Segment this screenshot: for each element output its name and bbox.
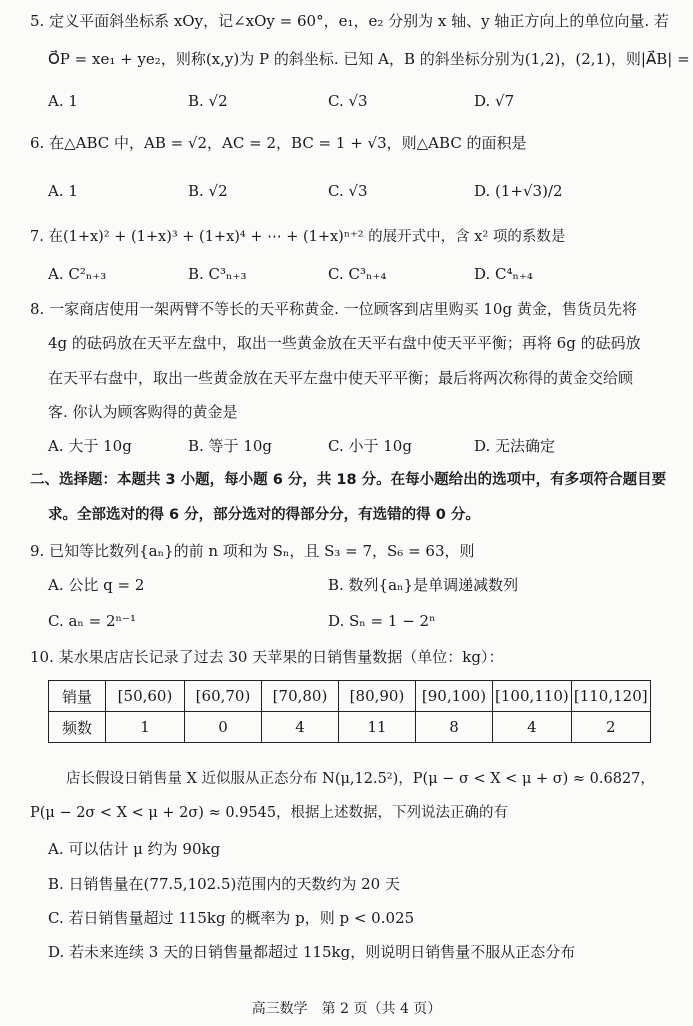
table-cell: [50,60) [106, 681, 185, 712]
q8-option-a: A. 大于 10g [48, 437, 132, 455]
q8-option-c: C. 小于 10g [328, 437, 412, 455]
table-header-cell: 销量 [49, 681, 106, 712]
q9-option-c: C. aₙ = 2ⁿ⁻¹ [48, 612, 136, 630]
q8-option-d: D. 无法确定 [474, 437, 556, 455]
q9-stem: 9. 已知等比数列{aₙ}的前 n 项和为 Sₙ，且 S₃ = 7，S₆ = 63，则 [30, 542, 475, 560]
q5-option-b: B. √2 [188, 92, 228, 110]
q5-stem-line2: O⃗P = xe₁ + ye₂，则称(x,y)为 P 的斜坐标. 已知 A，B 的斜坐标分别为(1,2)，(2,1)，则|A⃗B| = [48, 50, 690, 68]
q7-option-b: B. C³ₙ₊₃ [188, 265, 247, 283]
q10-option-c: C. 若日销售量超过 115kg 的概率为 p，则 p < 0.025 [48, 909, 415, 927]
q10-option-a: A. 可以估计 μ 约为 90kg [48, 840, 221, 858]
q8-option-b: B. 等于 10g [188, 437, 273, 455]
table-cell: [60,70) [185, 681, 262, 712]
table-cell: [110,120] [571, 681, 650, 712]
q5-option-c: C. √3 [328, 92, 368, 110]
table-cell: 2 [571, 712, 650, 743]
section2-heading-line2: 求。全部选对的得 6 分，部分选对的得部分分，有选错的得 0 分。 [48, 507, 480, 523]
q6-stem: 6. 在△ABC 中，AB = √2，AC = 2，BC = 1 + √3，则△ABC 的面积是 [30, 134, 527, 152]
table-cell: [70,80) [262, 681, 339, 712]
table-row [49, 712, 651, 743]
table-cell: [90,100) [416, 681, 493, 712]
q8-stem-line1: 8. 一家商店使用一架两臂不等长的天平称黄金. 一位顾客到店里购买 10g 黄金，售货员先将 [30, 300, 637, 318]
q10-option-d: D. 若未来连续 3 天的日销售量都超过 115kg，则说明日销售量不服从正态分布 [48, 943, 576, 961]
q6-option-d: D. (1+√3)/2 [474, 182, 563, 200]
q10-paragraph-line2: P(μ − 2σ < X < μ + 2σ) ≈ 0.9545，根据上述数据，下列说法正确的有 [30, 805, 509, 821]
table-cell: 0 [185, 712, 262, 743]
sales-frequency-table [48, 680, 651, 743]
q8-stem-line3: 在天平右盘中，取出一些黄金放在天平左盘中使天平平衡；最后将两次称得的黄金交给顾 [48, 369, 634, 387]
q7-option-c: C. C³ₙ₊₄ [328, 265, 387, 283]
q7-option-a: A. C²ₙ₊₃ [48, 265, 107, 283]
table-cell: 1 [106, 712, 185, 743]
q6-option-c: C. √3 [328, 182, 368, 200]
table-cell: [100,110) [493, 681, 572, 712]
table-cell: 11 [339, 712, 416, 743]
page-footer: 高三数学 第 2 页（共 4 页） [251, 1001, 442, 1017]
q5-option-d: D. √7 [474, 92, 515, 110]
q9-option-a: A. 公比 q = 2 [48, 576, 145, 594]
q10-stem: 10. 某水果店店长记录了过去 30 天苹果的日销售量数据（单位：kg）： [30, 648, 504, 666]
table-cell: 4 [493, 712, 572, 743]
section2-heading-line1: 二、选择题：本题共 3 小题，每小题 6 分，共 18 分。在每小题给出的选项中，有多项符合题目要 [30, 472, 667, 488]
q10-option-b: B. 日销售量在(77.5,102.5)范围内的天数约为 20 天 [48, 875, 400, 893]
q6-option-a: A. 1 [48, 182, 78, 200]
q7-stem: 7. 在(1+x)² + (1+x)³ + (1+x)⁴ + ⋯ + (1+x)ⁿ⁺² 的展开式中，含 x² 项的系数是 [30, 229, 566, 245]
table-row [49, 681, 651, 712]
q10-paragraph-line1: 店长假设日销售量 X 近似服从正态分布 N(μ,12.5²)，P(μ − σ < X < μ + σ) ≈ 0.6827， [66, 771, 655, 787]
table-cell: 4 [262, 712, 339, 743]
q6-option-b: B. √2 [188, 182, 228, 200]
q9-option-d: D. Sₙ = 1 − 2ⁿ [328, 612, 436, 630]
q8-stem-line2: 4g 的砝码放在天平左盘中，取出一些黄金放在天平右盘中使天平平衡；再将 6g 的砝码放 [48, 334, 641, 352]
q7-option-d: D. C⁴ₙ₊₄ [474, 265, 533, 283]
q9-option-b: B. 数列{aₙ}是单调递减数列 [328, 576, 519, 594]
q8-stem-line4: 客. 你认为顾客购得的黄金是 [48, 403, 238, 421]
q5-option-a: A. 1 [48, 92, 78, 110]
table-cell: [80,90) [339, 681, 416, 712]
q5-stem-line1: 5. 定义平面斜坐标系 xOy，记∠xOy = 60°，e₁，e₂ 分别为 x 轴、y 轴正方向上的单位向量. 若 [30, 12, 669, 30]
table-cell: 8 [416, 712, 493, 743]
table-header-cell: 频数 [49, 712, 106, 743]
